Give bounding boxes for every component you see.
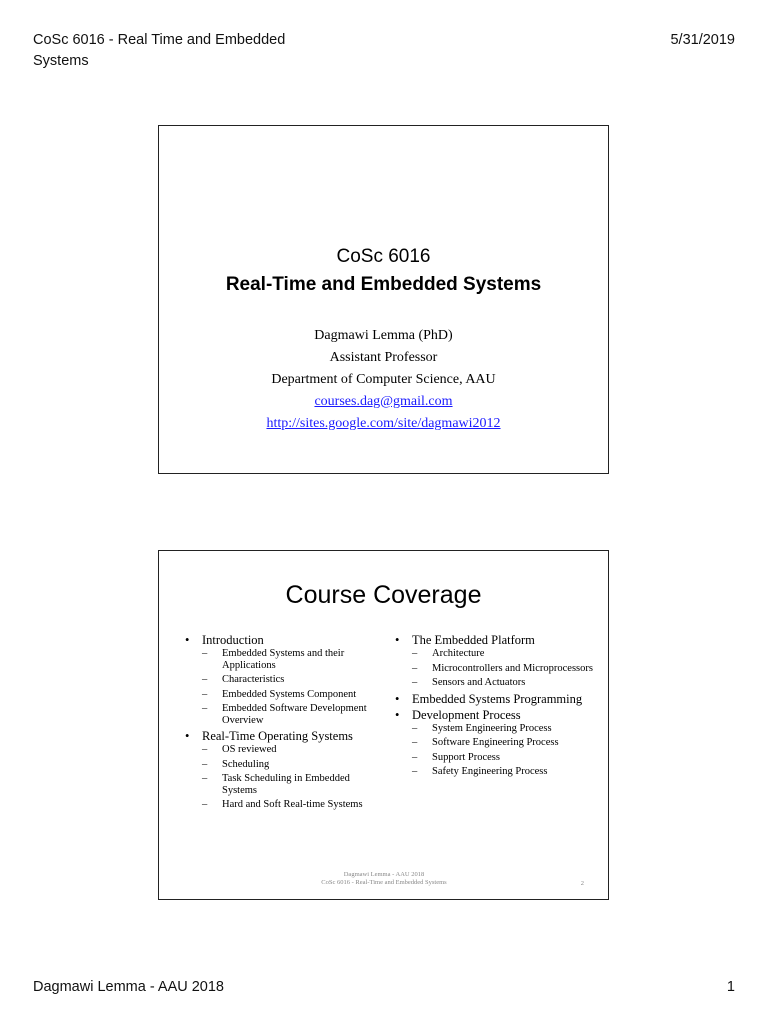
coverage-left-column	[181, 633, 381, 814]
list-item: – Embedded Software Development Overview	[181, 703, 381, 726]
slide-footer	[309, 871, 459, 887]
page-header-title: CoSc 6016 - Real Time and Embedded Systems	[33, 32, 286, 69]
list-item: – Support Process	[391, 752, 601, 764]
website-link[interactable]: http://sites.google.com/site/dagmawi2012	[266, 416, 501, 431]
list-item: – Software Engineering Process	[391, 737, 601, 749]
list-item: – OS reviewed	[181, 744, 381, 756]
instructor-position: Assistant Professor	[329, 350, 438, 365]
coverage-section	[181, 729, 381, 811]
section-label: • Development Process	[391, 708, 601, 722]
section-label: • The Embedded Platform	[391, 633, 601, 647]
section-label: • Real-Time Operating Systems	[181, 729, 381, 743]
list-item: – Safety Engineering Process	[391, 766, 601, 778]
list-item: – Sensors and Actuators	[391, 677, 601, 689]
instructor-info	[159, 325, 608, 435]
list-item: – Task Scheduling in Embedded Systems	[181, 773, 381, 796]
slide-1-title	[158, 125, 609, 474]
list-item: – Embedded Systems and their Applications	[181, 648, 381, 671]
slide-title: Course Coverage	[285, 581, 482, 609]
coverage-section	[391, 708, 601, 778]
section-label: • Embedded Systems Programming	[391, 692, 601, 706]
list-item: – Characteristics	[181, 674, 381, 686]
coverage-section	[391, 692, 601, 706]
slide-footer-author: Dagmawi Lemma - AAU 2018	[343, 871, 425, 878]
course-title: Real-Time and Embedded Systems	[225, 274, 542, 295]
slide-number: 2	[580, 880, 584, 887]
page-number: 1	[726, 979, 735, 995]
slide-2-course-coverage	[158, 550, 609, 900]
coverage-right-column	[391, 633, 601, 781]
list-item: – Hard and Soft Real-time Systems	[181, 799, 381, 811]
section-label: • Introduction	[181, 633, 381, 647]
list-item: – Scheduling	[181, 759, 381, 771]
page-footer-author: Dagmawi Lemma - AAU 2018	[33, 979, 224, 995]
course-code: CoSc 6016	[336, 246, 431, 267]
instructor-name: Dagmawi Lemma (PhD)	[314, 328, 453, 343]
page-header-date: 5/31/2019	[670, 32, 735, 48]
email-link[interactable]: courses.dag@gmail.com	[314, 394, 453, 409]
list-item: – Microcontrollers and Microprocessors	[391, 663, 601, 675]
coverage-section	[181, 633, 381, 726]
instructor-department: Department of Computer Science, AAU	[271, 372, 496, 387]
slide-footer-course: CoSc 6016 - Real-Time and Embedded Systems	[321, 879, 447, 886]
list-item: – Embedded Systems Component	[181, 689, 381, 701]
list-item: – Architecture	[391, 648, 601, 660]
list-item: – System Engineering Process	[391, 723, 601, 735]
coverage-section	[391, 633, 601, 689]
